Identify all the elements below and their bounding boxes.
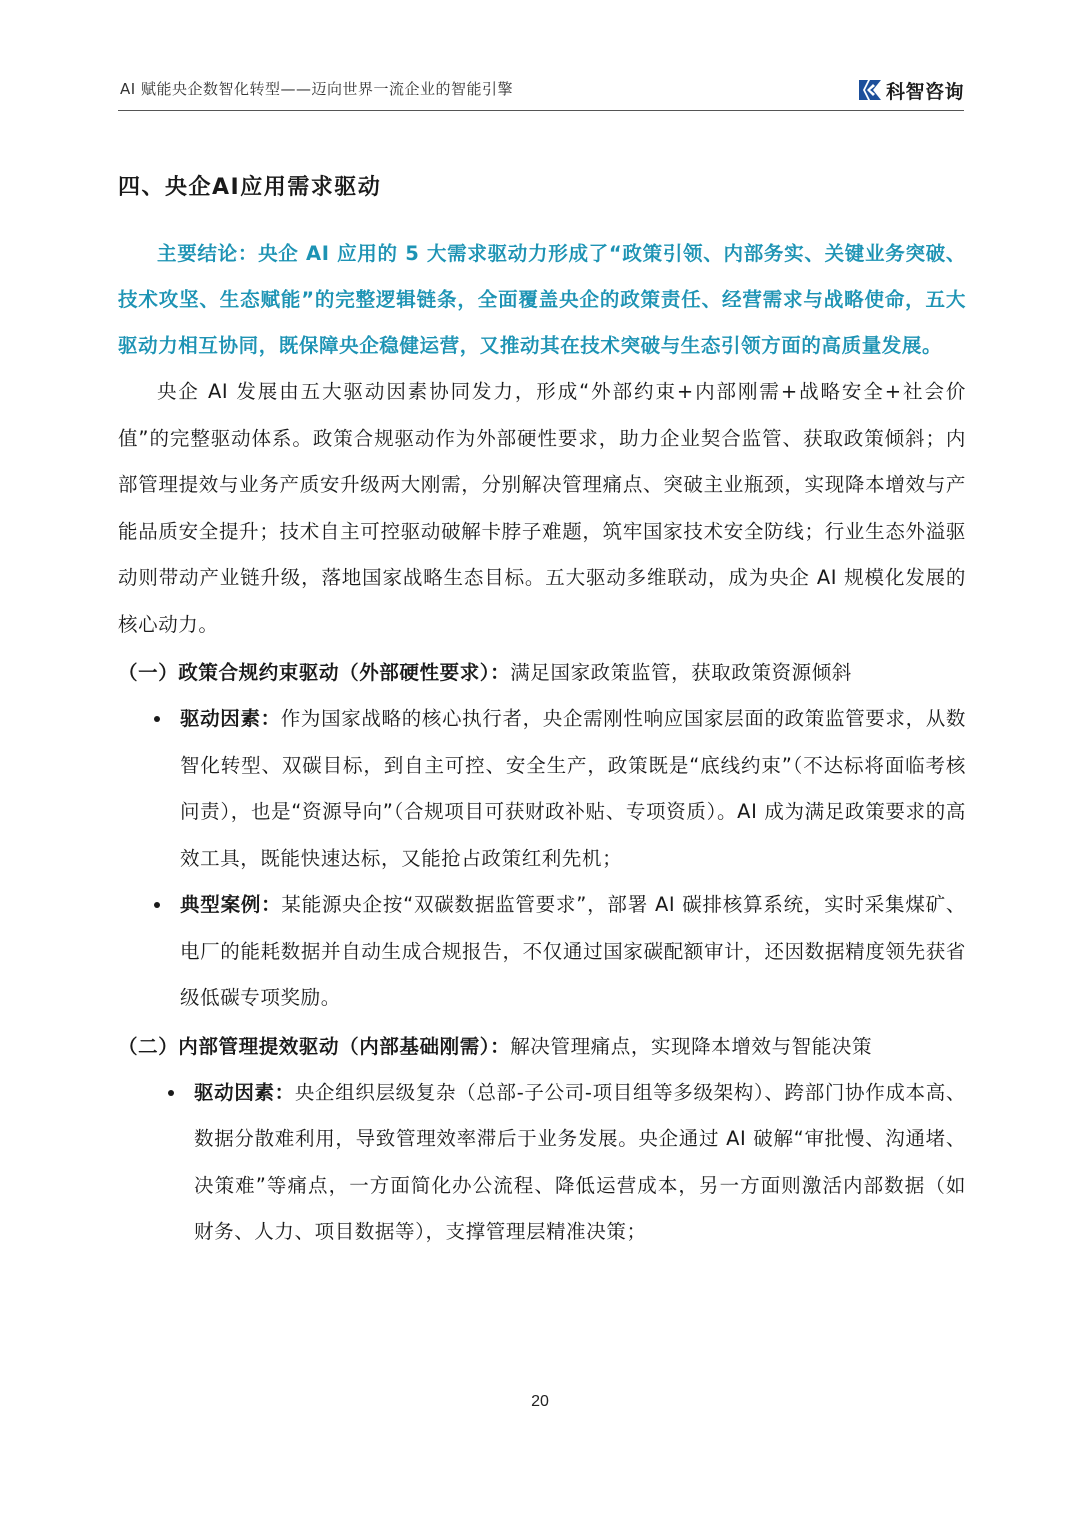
list-item bbox=[118, 696, 966, 882]
subsection-heading bbox=[118, 650, 966, 696]
bullet-text: 某能源央企按“双碳数据监管要求”，部署 AI 碳排核算系统，实时采集煤矿、电厂的能耗数据并自动生成合规报告，不仅通过国家碳配额审计，还因数据精度领先获省级低碳专项奖励。 bbox=[180, 893, 966, 1009]
header-title: AI 赋能央企数智化转型——迈向世界一流企业的智能引擎 bbox=[120, 80, 513, 98]
main-conclusion: 主要结论：央企 AI 应用的 5 大需求驱动力形成了“政策引领、内部务实、关键业务突破、技术攻坚、生态赋能”的完整逻辑链条，全面覆盖央企的政策责任、经营需求与战略使命，五大驱动力相互协同，既保障央企稳健运营，又推动其在技术突破与生态引领方面的高质量发展。 bbox=[118, 242, 966, 357]
intro-paragraph: 央企 AI 发展由五大驱动因素协同发力，形成“外部约束+内部刚需+战略安全+社会价值”的完整驱动体系。政策合规驱动作为外部硬性要求，助力企业契合监管、获取政策倾斜；内部管理提效与业务产质安升级两大刚需，分别解决管理痛点、突破主业瓶颈，实现降本增效与产能品质安全提升；技术自主可控驱动破解卡脖子难题，筑牢国家技术安全防线；行业生态外溢驱动则带动产业链升级，落地国家战略生态目标。五大驱动多维联动，成为央企 AI 规模化发展的核心动力。 bbox=[118, 380, 966, 636]
page-header bbox=[118, 70, 964, 111]
kz-logo-icon bbox=[857, 78, 883, 102]
bullet-list bbox=[118, 1070, 966, 1256]
subsection-heading bbox=[118, 1024, 966, 1070]
brand-name: 科智咨询 bbox=[885, 80, 964, 103]
section-title: 四、央企AI应用需求驱动 bbox=[118, 175, 382, 200]
bullet-label: 典型案例： bbox=[180, 893, 282, 916]
bullet-list bbox=[118, 696, 966, 1022]
bullet-icon bbox=[154, 716, 160, 722]
page-number: 20 bbox=[531, 1393, 549, 1410]
bullet-label: 驱动因素： bbox=[180, 707, 281, 730]
bullet-label: 驱动因素： bbox=[194, 1080, 295, 1104]
subsection-management bbox=[118, 1024, 966, 1256]
subsection-policy bbox=[118, 650, 966, 1022]
brand bbox=[857, 76, 964, 104]
bullet-icon bbox=[168, 1090, 174, 1096]
bullet-icon bbox=[154, 902, 160, 908]
subsection-heading-rest: 满足国家政策监管，获取政策资源倾斜 bbox=[510, 661, 852, 684]
bullet-text: 作为国家战略的核心执行者，央企需刚性响应国家层面的政策监管要求，从数智化转型、双碳目标，到自主可控、安全生产，政策既是“底线约束”（不达标将面临考核问责），也是“资源导向”（合规项目可获财政补贴、专项资质）。AI 成为满足政策要求的高效工具，既能快速达标，又能抢占政策红利先机； bbox=[180, 707, 966, 870]
subsection-heading-rest: 解决管理痛点，实现降本增效与智能决策 bbox=[510, 1034, 873, 1058]
bullet-text: 央企组织层级复杂（总部-子公司-项目组等多级架构）、跨部门协作成本高、数据分散难利用，导致管理效率滞后于业务发展。央企通过 AI 破解“审批慢、沟通堵、决策难”等痛点，一方面简化办公流程、降低运营成本，另一方面则激活内部数据（如财务、人力、项目数据等），支撑管理层精准决策； bbox=[194, 1080, 966, 1243]
page-content bbox=[118, 165, 966, 1256]
list-item bbox=[118, 1070, 966, 1256]
subsection-heading-bold: （一）政策合规约束驱动（外部硬性要求）： bbox=[118, 661, 511, 684]
subsection-heading-bold: （二）内部管理提效驱动（内部基础刚需）： bbox=[118, 1034, 511, 1058]
list-item bbox=[118, 882, 966, 1022]
